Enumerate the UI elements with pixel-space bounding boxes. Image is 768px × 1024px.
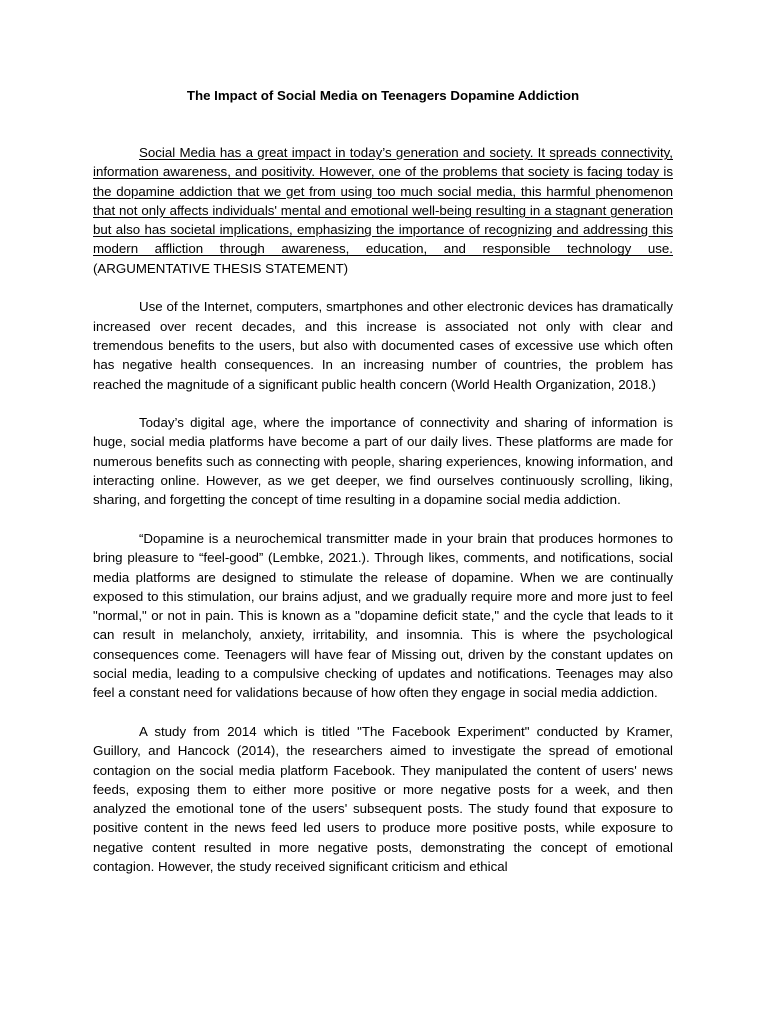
thesis-label: (ARGUMENTATIVE THESIS STATEMENT): [93, 241, 681, 276]
document-title: The Impact of Social Media on Teenagers Dopamine Addiction: [186, 88, 580, 103]
document-body: [93, 143, 681, 896]
paragraph-internet-use: Use of the Internet, computers, smartphones and other electronic devices has dramatically increased over recent decades, and this increase is associated not only with clear and tremendous benefits to the users, but also with documented cases of excessive use which often has negative health consequences. In an increasing number of countries, the problem has reached the magnitude of a significant public health concern (World Health Organization, 2018.): [93, 299, 673, 392]
paragraph-facebook-experiment: A study from 2014 which is titled "The Facebook Experiment" conducted by Kramer, Guillory, and Hancock (2014), the researchers aimed to investigate the spread of emotional contagion on the social media platform Facebook. They manipulated the content of users' news feeds, exposing them to either more positive or more negative posts for a week, and then analyzed the emotional tone of the users' subsequent posts. The study found that exposure to positive content in the news feed led users to produce more positive posts, while exposure to negative content resulted in more negative posts, demonstrating the concept of emotional contagion. However, the study received significant criticism and ethical: [93, 723, 673, 874]
paragraph-dopamine: “Dopamine is a neurochemical transmitter made in your brain that produces hormones to bring pleasure to “feel-good” (Lembke, 2021.). Through likes, comments, and notifications, social media platforms are designed to stimulate the release of dopamine. When we are continually exposed to this stimulation, our brains adjust, and we gradually require more and more just to feel "normal," or not in pain. This is known as a "dopamine deficit state," and the cycle that leads to it can result in melancholy, anxiety, irritability, and insomnia. This is where the psychological consequences come. Teenagers will have fear of Missing out, driven by the constant updates on social media, leading to a compulsive checking of updates and notifications. Teenages may also feel a constant need for validations because of how often they engage in social media addiction.: [93, 530, 673, 701]
paragraph-digital-age: Today’s digital age, where the importance of connectivity and sharing of information is huge, social media platforms have become a part of our daily lives. These platforms are made for numerous benefits such as connecting with people, sharing experiences, knowing information, and interacting online. However, as we get deeper, we find ourselves continuously scrolling, liking, sharing, and forgetting the concept of time resulting in a dopamine social media addiction.: [93, 415, 673, 508]
paragraph-thesis: [93, 143, 681, 278]
thesis-statement: Social Media has a great impact in today’s generation and society. It spreads connectivity, information awareness, and positivity. However, one of the problems that society is facing today is the dopamine addiction that we get from using too much social media, this harmful phenomenon that not only affects individuals' mental and emotional well-being resulting in a stagnant generation but also has societal implications, emphasizing the importance of recognizing and addressing this modern affliction through awareness, education, and responsible technology use.: [93, 145, 673, 257]
